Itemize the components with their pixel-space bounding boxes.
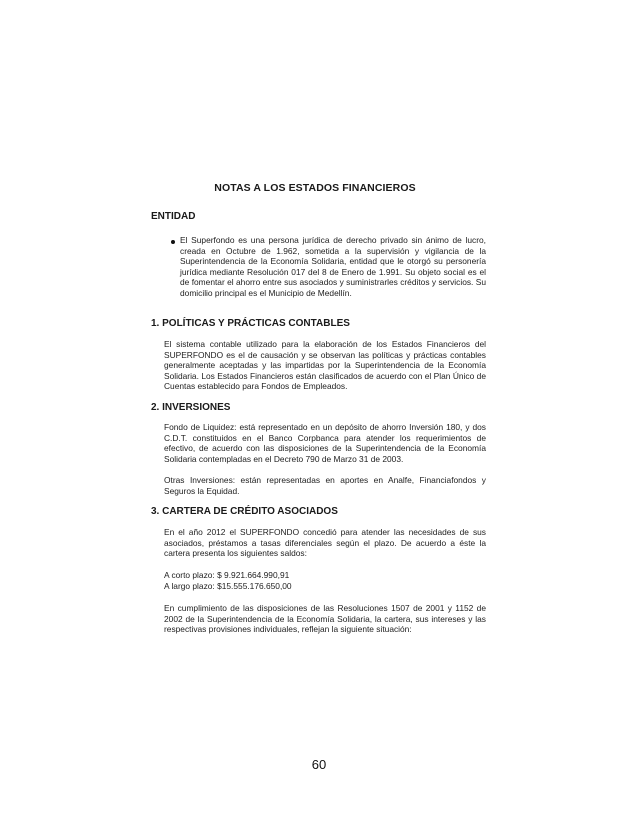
cartera-paragraph: En el año 2012 el SUPERFONDO concedió para atender las necesidades de sus asociados, préstamos a tasas diferenciales según el plazo. De acuerdo a éste la cartera presenta los siguientes saldos: [164,527,486,559]
entidad-paragraph: El Superfondo es una persona jurídica de derecho privado sin ánimo de lucro, creada en Octubre de 1.962, sometida a la supervisión y vigilancia de la Superintendencia de la Economía Solidaria, entidad que le otorgó su personería jurídica mediante Resolución 017 del 8 de Enero de 1.991. Su objeto social es el de fomentar el ahorro entre sus asociados y suministrarles créditos y servicios. Su domicilio principal es el Municipio de Medellín. [180,235,486,298]
long-term-balance: A largo plazo: $15.555.176.650,00 [164,581,292,591]
inversiones-paragraph: Fondo de Liquidez: está representado en un depósito de ahorro Inversión 180, y dos C.D.T. constituidos en el Banco Corpbanca para atender los requerimientos de efectivo, de acuerdo con las disposiciones de la Superintendencia de la Economía Solidaria contempladas en el Decreto 790 de Marzo 31 de 2003. [164,422,486,464]
otras-inversiones-paragraph: Otras Inversiones: están representadas en aportes en Analfe, Financiafondos y Seguros la Equidad. [164,475,486,496]
section-heading-inversiones: 2. INVERSIONES [151,402,231,413]
bullet-icon [171,240,175,244]
section-heading-cartera: 3. CARTERA DE CRÉDITO ASOCIADOS [151,506,338,517]
cartera-situacion-paragraph: En cumplimiento de las disposiciones de las Resoluciones 1507 de 2001 y 1152 de 2002 de la Superintendencia de la Economía Solidaria, la cartera, sus intereses y las respectivas provisiones individuales, reflejan la siguiente situación: [164,603,486,635]
page-number: 60 [311,757,327,772]
politicas-paragraph: El sistema contable utilizado para la elaboración de los Estados Financieros del SUPERFONDO es el de causación y se observan las políticas y prácticas contables generalmente aceptadas y las impartidas por la Superintendencia de la Economía Solidaria. Los Estados Financieros están clasificados de acuerdo con el Plan Único de Cuentas establecido para Fondos de Empleados. [164,339,486,392]
document-title: NOTAS A LOS ESTADOS FINANCIEROS [214,182,416,194]
section-heading-politicas: 1. POLÍTICAS Y PRÁCTICAS CONTABLES [151,318,350,329]
section-heading-entidad: ENTIDAD [151,211,196,222]
short-term-balance: A corto plazo: $ 9.921.664.990,91 [164,570,290,580]
